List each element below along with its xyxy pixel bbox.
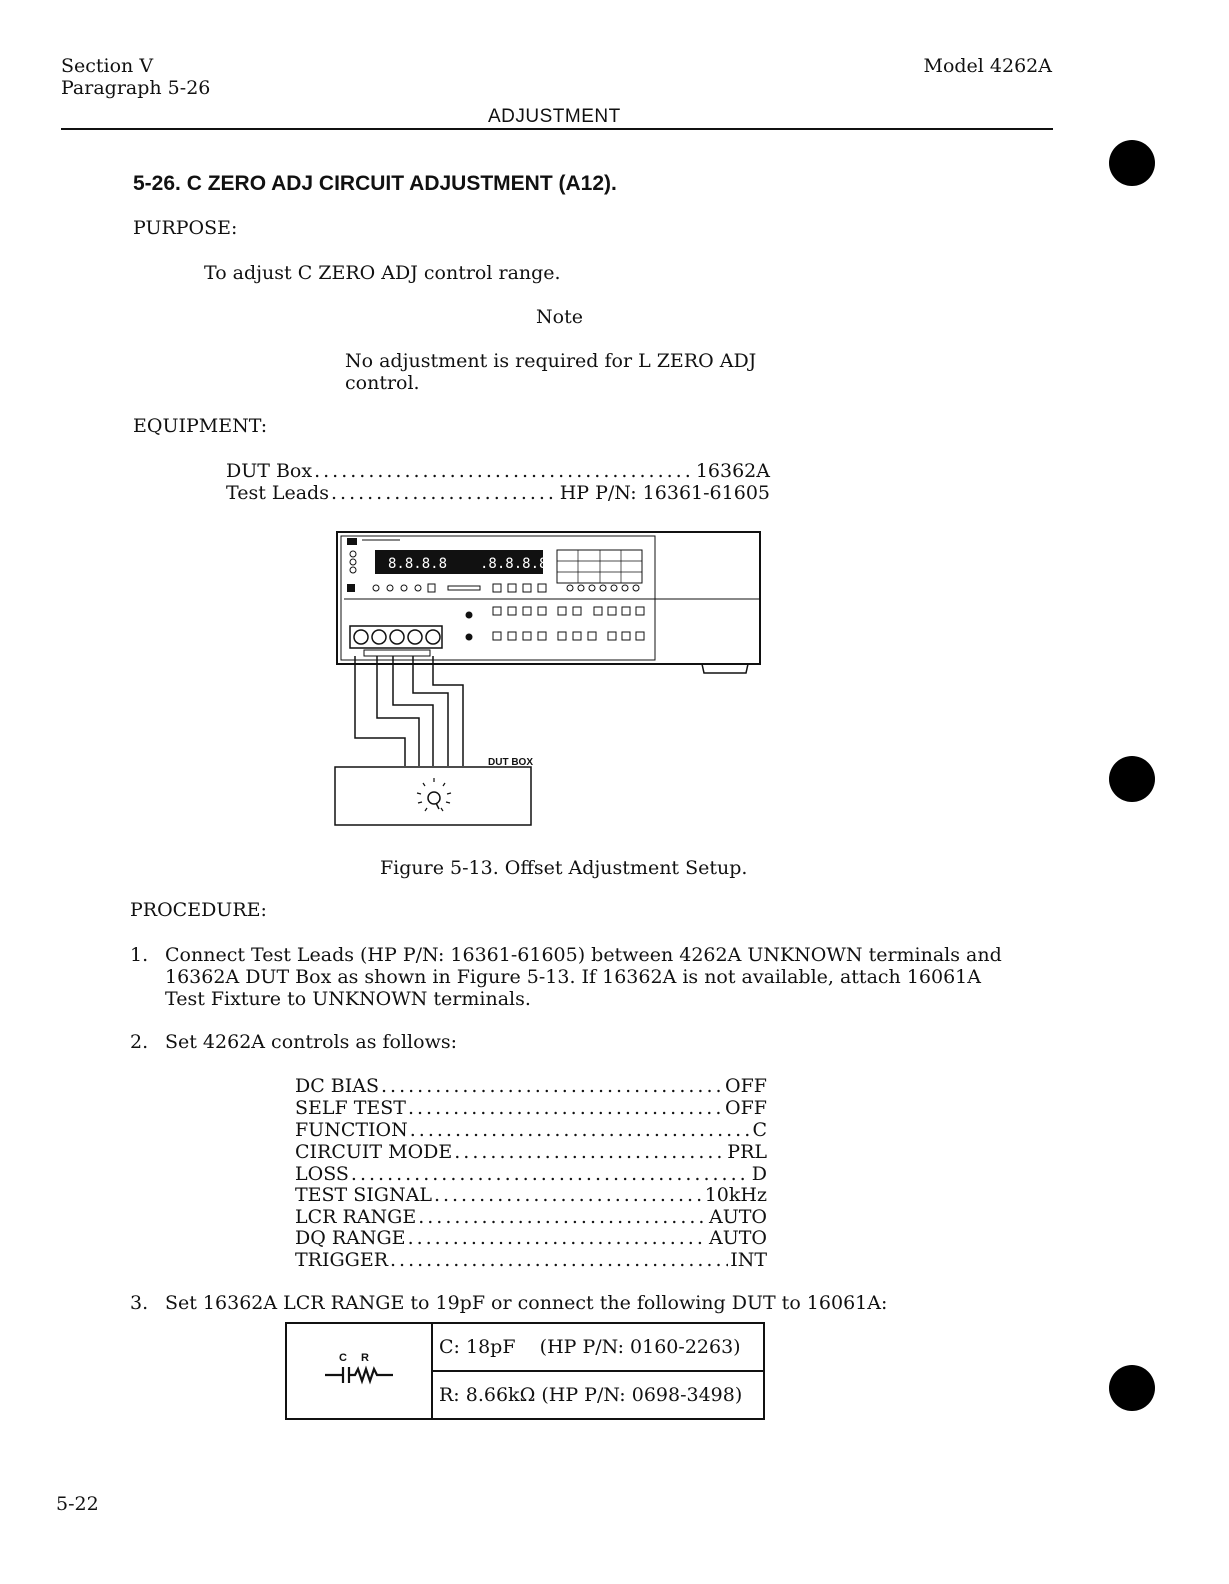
- equipment-item: Test Leads ..... HP P/N: 16361-61605: [226, 482, 770, 504]
- paragraph-label: Paragraph 5-26: [61, 77, 211, 99]
- setting-row: TRIGGER ..... INT: [295, 1249, 767, 1271]
- dut-box: [335, 767, 531, 825]
- purpose-label: PURPOSE:: [133, 217, 238, 239]
- note-title: Note: [536, 306, 583, 328]
- note-text-line1: No adjustment is required for L ZERO ADJ: [345, 350, 757, 372]
- section-label: Section V: [61, 55, 154, 77]
- step-1-line2: 16362A DUT Box as shown in Figure 5-13. If 16362A is not available, attach 16061A: [165, 966, 981, 988]
- resistor-spec: R: 8.66kΩ (HP P/N: 0698-3498): [432, 1371, 764, 1419]
- hp-logo: [347, 538, 357, 545]
- binder-hole: [1109, 756, 1155, 802]
- step-number: 2.: [130, 1031, 149, 1053]
- model-label: Model 4262A: [923, 55, 1052, 77]
- procedure-label: PROCEDURE:: [130, 899, 267, 921]
- setting-row: DC BIAS ..... OFF: [295, 1075, 767, 1097]
- note-text-line2: control.: [345, 372, 420, 394]
- range-table: [557, 550, 642, 583]
- display-right: .8.8.8.8: [480, 556, 548, 572]
- step-2-text: Set 4262A controls as follows:: [165, 1031, 457, 1053]
- unknown-terminals: [350, 626, 442, 648]
- symbol-r-label: R: [361, 1351, 369, 1364]
- symbol-c-label: C: [339, 1351, 347, 1364]
- setting-row: TEST SIGNAL ..... 10kHz: [295, 1184, 767, 1206]
- setting-row: DQ RANGE ..... AUTO: [295, 1227, 767, 1249]
- rc-circuit-icon: [319, 1349, 399, 1389]
- step-number: 3.: [130, 1292, 149, 1314]
- display-left: 8.8.8.8: [388, 556, 448, 572]
- step-number: 1.: [130, 944, 149, 966]
- step-1-line1: Connect Test Leads (HP P/N: 16361-61605) between 4262A UNKNOWN terminals and: [165, 944, 1002, 966]
- range-knob: [428, 792, 440, 804]
- figure-caption: Figure 5-13. Offset Adjustment Setup.: [380, 857, 748, 879]
- header-rule: [61, 128, 1053, 130]
- step-3-text: Set 16362A LCR RANGE to 19pF or connect the following DUT to 16061A:: [165, 1292, 888, 1314]
- binder-hole: [1109, 1365, 1155, 1411]
- setting-row: LCR RANGE ..... AUTO: [295, 1206, 767, 1228]
- setup-diagram: [330, 525, 770, 835]
- setting-row: LOSS ..... D: [295, 1163, 767, 1185]
- test-leads: [355, 656, 463, 766]
- equipment-label: EQUIPMENT:: [133, 415, 268, 437]
- setting-row: SELF TEST ..... OFF: [295, 1097, 767, 1119]
- dut-box-label: DUT BOX: [488, 757, 533, 768]
- dut-symbol-cell: [286, 1323, 432, 1419]
- binder-hole: [1109, 140, 1155, 186]
- step-1-line3: Test Fixture to UNKNOWN terminals.: [165, 988, 531, 1010]
- page-number: 5-22: [56, 1493, 99, 1515]
- instrument-foot: [702, 664, 748, 673]
- section-heading: 5-26. C ZERO ADJ CIRCUIT ADJUSTMENT (A12).: [133, 172, 617, 195]
- purpose-text: To adjust C ZERO ADJ control range.: [204, 262, 561, 284]
- equipment-item: DUT Box ..... 16362A: [226, 460, 770, 482]
- setting-row: CIRCUIT MODE ..... PRL: [295, 1141, 767, 1163]
- page-title: ADJUSTMENT: [488, 106, 621, 127]
- setting-row: FUNCTION ..... C: [295, 1119, 767, 1141]
- dut-table: [285, 1322, 765, 1420]
- capacitor-spec: C: 18pF (HP P/N: 0160-2263): [432, 1323, 764, 1371]
